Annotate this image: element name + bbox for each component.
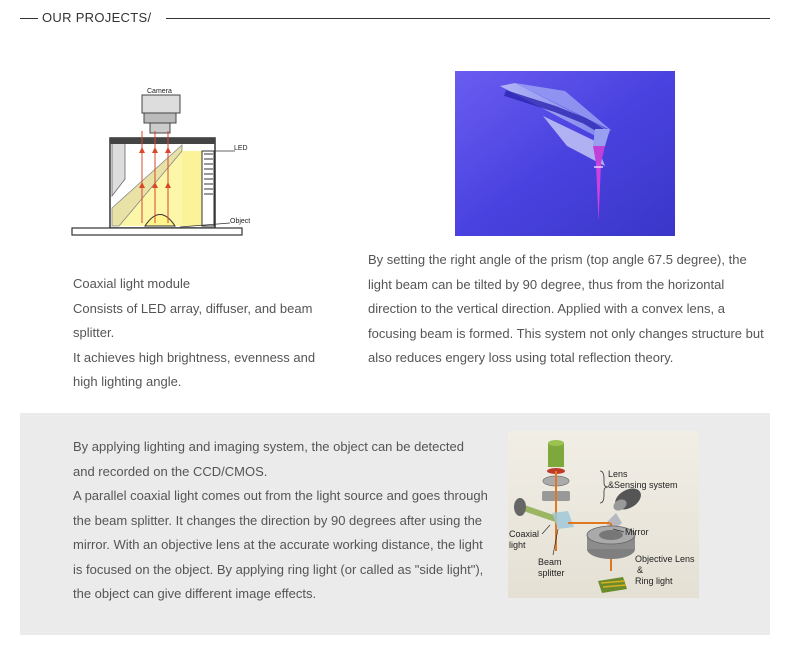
coaxial-description bbox=[73, 272, 323, 395]
coaxial-light-label-2: light bbox=[509, 540, 526, 550]
object-label: Object bbox=[230, 218, 251, 225]
beam-splitter-label-2: splitter bbox=[538, 568, 565, 578]
header-rule-left bbox=[20, 18, 38, 19]
header-rule-right bbox=[166, 18, 770, 19]
system-description bbox=[73, 435, 488, 607]
mirror-label: Mirror bbox=[625, 527, 649, 537]
camera-label: Camera bbox=[147, 88, 172, 95]
lens-label-2: &Sensing system bbox=[608, 480, 678, 490]
prism-text: By setting the right angle of the prism (top angle 67.5 degree), the light beam can be tilted by 90 degree, thus from the horizontal direction to the vertical direction. Applied with a convex lens, a focusing beam is formed. This system not only changes structure but also reduces engery loss using total reflection theory. bbox=[368, 252, 764, 365]
coaxial-light-label: Coaxial bbox=[509, 529, 540, 539]
beam-splitter-label: Beam bbox=[538, 557, 562, 567]
coaxial-line: Consists of LED array, diffuser, and beam splitter. bbox=[73, 300, 313, 340]
imaging-system-diagram bbox=[508, 431, 699, 598]
prism-photo bbox=[455, 71, 675, 236]
objective-lens-label-2: & bbox=[637, 565, 644, 575]
prism-description bbox=[368, 248, 768, 371]
system-paragraph: A parallel coaxial light comes out from the light source and goes through the beam splitter. It changes the direction by 90 degrees after using the mirror. With an objective lens at the accurate working distance, the light is focused on the object. By applying ring light (or called as "side light"), the object can give different image effects. bbox=[73, 488, 488, 601]
lens-label: Lens bbox=[608, 469, 628, 479]
coaxial-line: It achieves high brightness, evenness and high lighting angle. bbox=[73, 349, 316, 389]
system-paragraph: By applying lighting and imaging system, the object can be detected and recorded on the CCD/CMOS. bbox=[73, 439, 464, 479]
coaxial-light-diagram bbox=[70, 83, 255, 243]
led-label: LED bbox=[234, 145, 248, 152]
section-title: OUR PROJECTS/ bbox=[42, 10, 152, 25]
objective-lens-label: Objective Lens bbox=[635, 554, 695, 564]
coaxial-title: Coaxial light module bbox=[73, 276, 191, 291]
objective-lens-label-3: Ring light bbox=[635, 576, 673, 586]
section-header bbox=[20, 8, 770, 28]
